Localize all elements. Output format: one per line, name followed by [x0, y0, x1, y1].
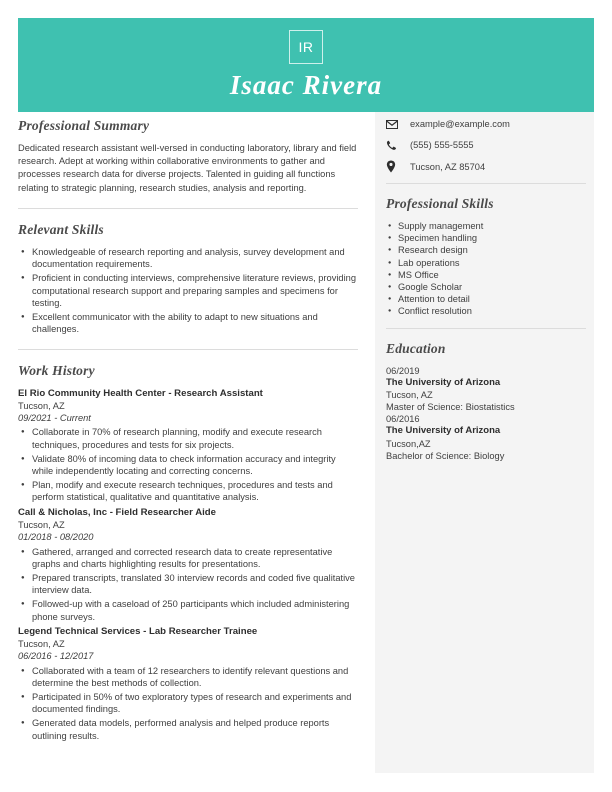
work-history-entry: [18, 387, 358, 504]
education-degree: Bachelor of Science: Biology: [386, 450, 505, 461]
education-date: 06/2016: [386, 414, 420, 425]
envelope-icon: [386, 120, 402, 129]
list-item: ● Conflict resolution: [398, 305, 586, 317]
job-dates: 09/2021 - Current: [18, 412, 91, 423]
page-title-name: Isaac Rivera: [229, 70, 383, 100]
section-divider: [18, 208, 358, 209]
job-location: Tucson, AZ: [18, 520, 65, 531]
contact-email[interactable]: [386, 118, 586, 130]
list-item: ● Google Scholar: [398, 281, 586, 293]
list-item: ● Participated in 50% of two exploratory types of research and experiments and documented findings.: [32, 691, 358, 716]
resume-header-banner: [18, 18, 594, 112]
list-item: ● Attention to detail: [398, 293, 586, 305]
education-location: Tucson, AZ: [386, 390, 433, 401]
list-item: ● Collaborated with a team of 12 researchers to identify relevant questions and determine the best methods of collection.: [32, 665, 358, 690]
list-item: ● Generated data models, performed analysis and helped produce reports outlining results.: [32, 717, 358, 742]
list-item: ● Excellent communicator with the ability to adapt to new situations and challenges.: [32, 311, 358, 336]
contact-phone[interactable]: [386, 139, 586, 151]
education-entry: [386, 365, 586, 414]
list-item: ● Research design: [398, 244, 586, 256]
list-item: ● Knowledgeable of research reporting and analysis, survey development and documentation requirements.: [32, 246, 358, 271]
job-bullet-list: [18, 665, 358, 743]
contact-location[interactable]: [386, 160, 586, 173]
section-work-history: [18, 363, 358, 742]
list-item: ● Lab operations: [398, 257, 586, 269]
job-bullet-list: [18, 426, 358, 504]
list-item: ● Validate 80% of incoming data to check information accuracy and integrity while independently locating and correcting concerns.: [32, 453, 358, 478]
section-relevant-skills: [18, 222, 358, 336]
education-date: 06/2019: [386, 365, 420, 376]
section-education: [386, 341, 586, 462]
education-school: The University of Arizona: [386, 376, 501, 388]
sidebar-divider: [386, 183, 586, 184]
list-item: ● MS Office: [398, 269, 586, 281]
list-item: ● Followed-up with a caseload of 250 participants which included administering phone surveys.: [32, 598, 358, 623]
section-heading-professional-skills: Professional Skills: [386, 196, 494, 211]
sidebar-divider: [386, 328, 586, 329]
education-location: Tucson,AZ: [386, 438, 431, 449]
main-column: [18, 118, 358, 744]
job-title: El Rio Community Health Center - Research Assistant: [18, 387, 263, 399]
section-heading-professional-summary: Professional Summary: [18, 118, 150, 133]
section-heading-education: Education: [386, 340, 446, 356]
education-degree: Master of Science: Biostatistics: [386, 402, 515, 413]
section-divider: [18, 349, 358, 350]
list-item: ● Prepared transcripts, translated 30 interview records and coded five qualitative interview data.: [32, 572, 358, 597]
job-title: Call & Nicholas, Inc - Field Researcher Aide: [18, 507, 216, 519]
job-dates: 06/2016 - 12/2017: [18, 651, 94, 662]
list-item: ● Proficient in conducting interviews, comprehensive literature reviews, providing computational research support and preparing samples and specimens for testing.: [32, 272, 358, 310]
monogram-initials: IR: [289, 30, 323, 64]
work-history-entry: [18, 625, 358, 742]
work-history-entry: [18, 506, 358, 623]
education-school: The University of Arizona: [386, 425, 501, 437]
list-item: ● Gathered, arranged and corrected research data to create representative graphs and charts highlighting results for presentations.: [32, 546, 358, 571]
job-bullet-list: [18, 546, 358, 624]
professional-summary-text: Dedicated research assistant well-versed in conducting laboratory, library and field research. Adept at working within collaborative environments to gather and processes research data for diverse projects. Talented in guiding all functions relating to strategic planning, research studies, analysis and reporting.: [18, 143, 357, 193]
location-pin-icon: [386, 160, 402, 173]
sidebar-column: [386, 118, 586, 462]
section-professional-skills: [386, 196, 586, 318]
contact-email-value: example@example.com: [410, 119, 510, 129]
education-entry: [386, 413, 586, 462]
contact-location-value: Tucson, AZ 85704: [410, 161, 486, 172]
phone-icon: [386, 140, 402, 151]
list-item: ● Collaborate in 70% of research planning, modify and execute research techniques, procedures and tests for six projects.: [32, 426, 358, 451]
list-item: ● Supply management: [398, 220, 586, 232]
professional-skills-list: [386, 220, 586, 318]
job-location: Tucson, AZ: [18, 639, 65, 650]
job-dates: 01/2018 - 08/2020: [18, 532, 94, 543]
job-title: Legend Technical Services - Lab Researcher Trainee: [18, 626, 258, 638]
list-item: ● Plan, modify and execute research techniques, procedures and tests and perform statistical, qualitative and quantitative analysis.: [32, 479, 358, 504]
section-professional-summary: [18, 118, 358, 195]
section-heading-relevant-skills: Relevant Skills: [18, 221, 104, 237]
section-heading-work-history: Work History: [18, 362, 95, 378]
list-item: ● Specimen handling: [398, 232, 586, 244]
job-location: Tucson, AZ: [18, 400, 65, 411]
relevant-skills-list: [18, 246, 358, 336]
resume-body: [0, 112, 612, 792]
contact-phone-value: (555) 555-5555: [410, 140, 474, 150]
